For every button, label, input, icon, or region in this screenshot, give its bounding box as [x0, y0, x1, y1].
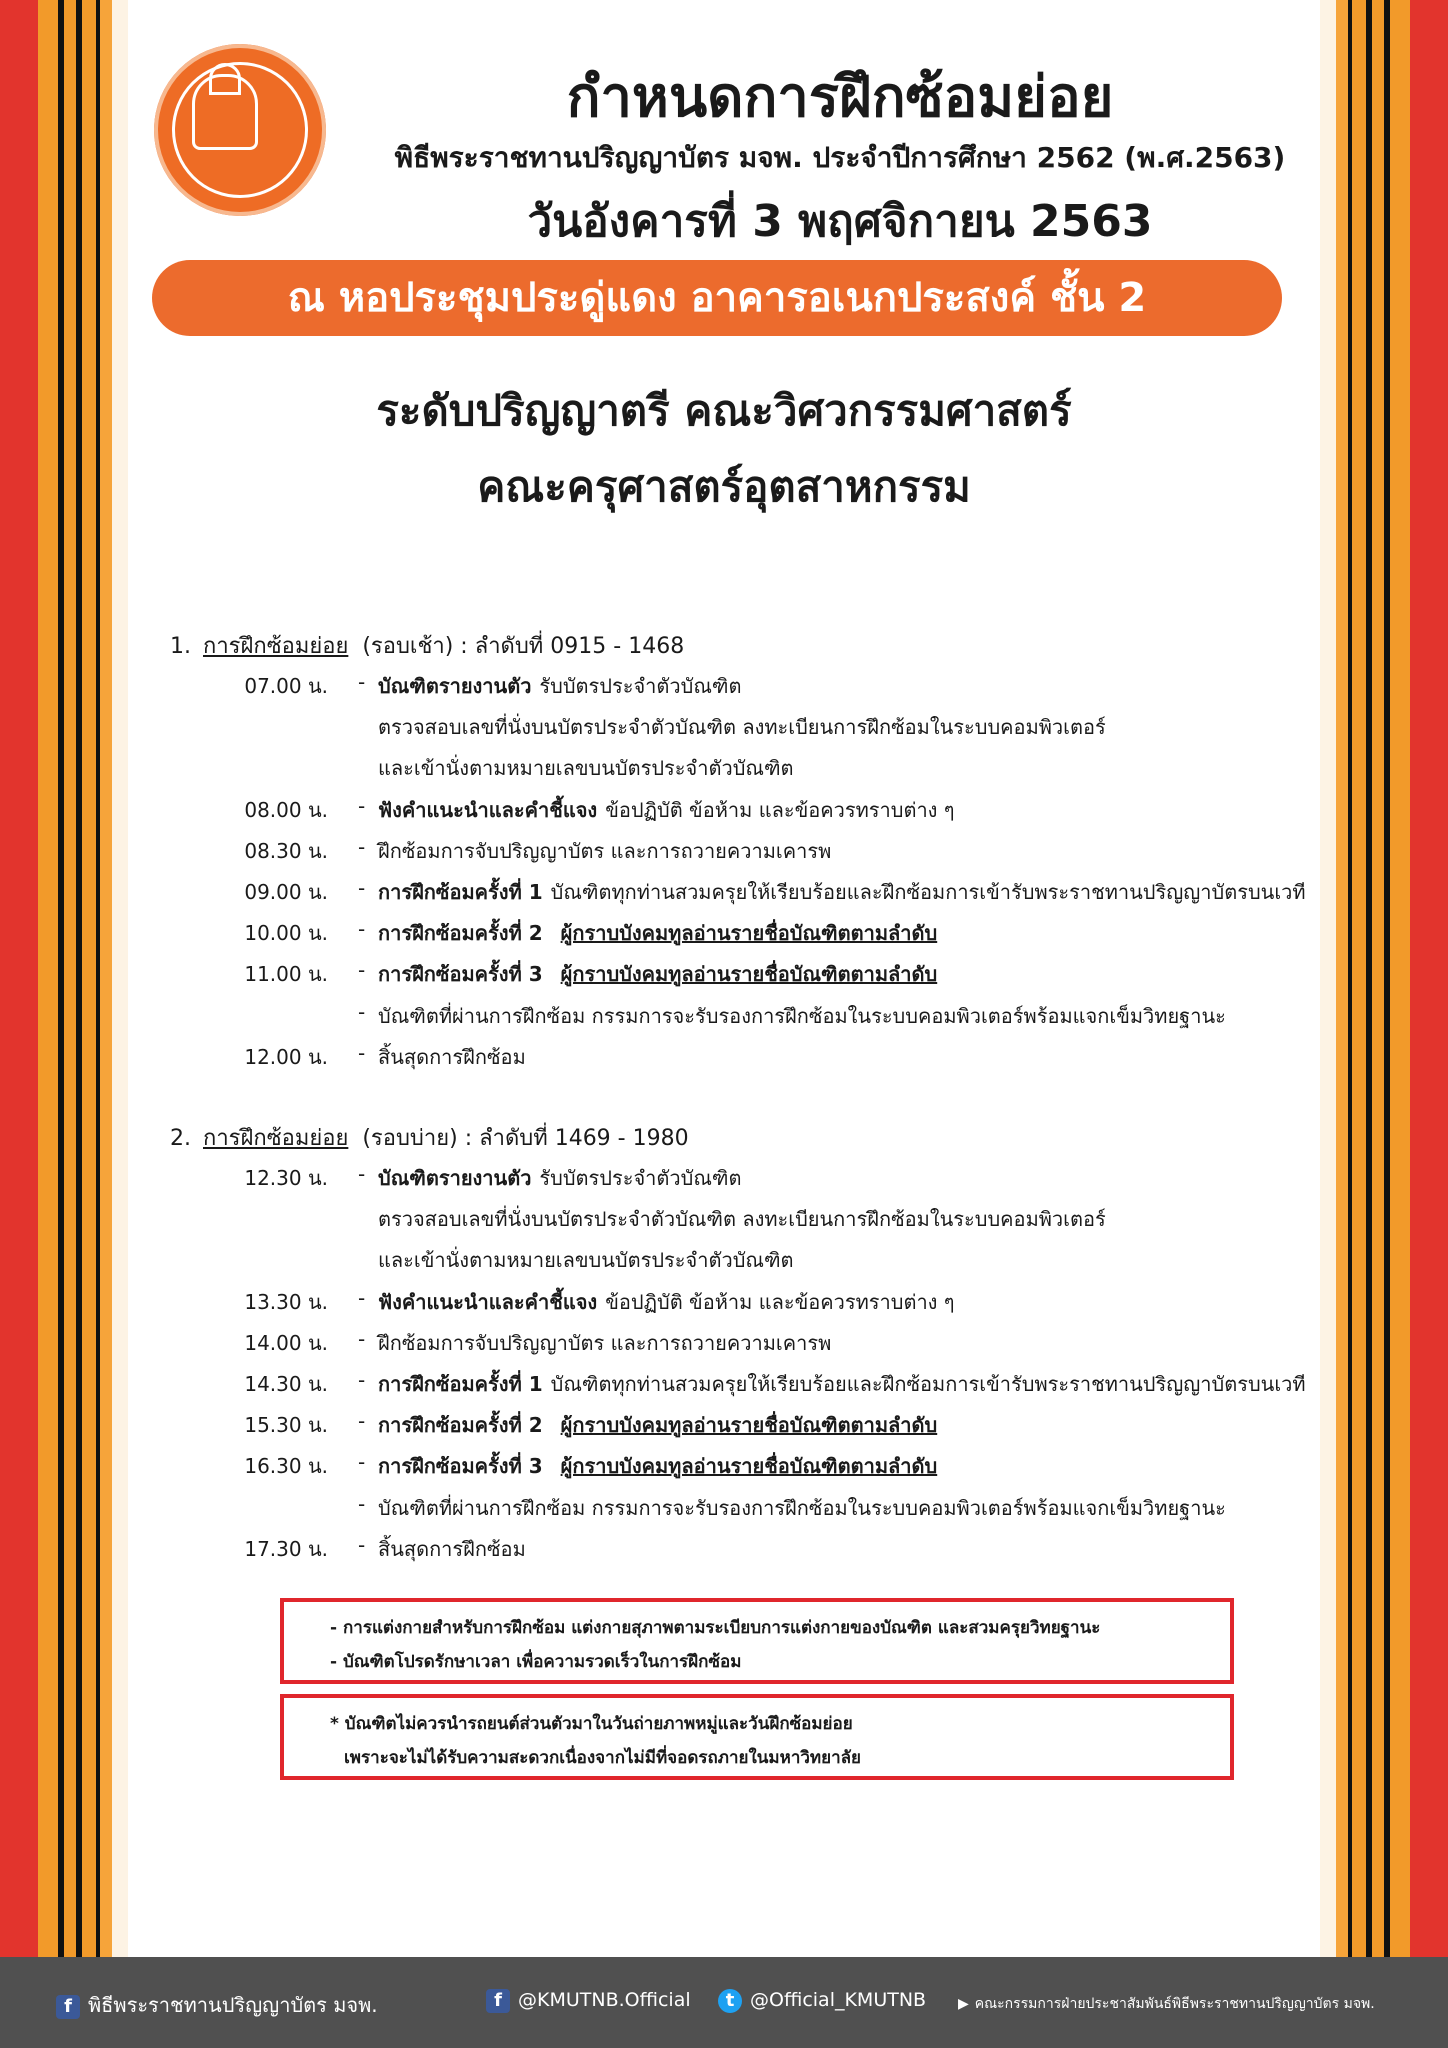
degree-level-line2: คณะครุศาสตร์อุตสาหกรรม	[477, 462, 971, 511]
schedule-detail: รับบัตรประจำตัวบัณฑิต	[539, 674, 742, 698]
schedule-dash: -	[358, 1450, 366, 1475]
footer-bar	[0, 1957, 1448, 2048]
schedule-text	[378, 711, 1106, 743]
schedule-dash: -	[358, 999, 366, 1024]
schedule-detail: ฝึกซ้อมการจับปริญญาบัตร และการถวายความเคารพ	[378, 838, 832, 863]
schedule-text	[378, 1450, 937, 1482]
schedule-time: 10.00 น.	[244, 921, 328, 946]
schedule-row	[238, 958, 1288, 998]
attire-notes-box	[280, 1598, 1234, 1684]
schedule-row	[238, 917, 1288, 957]
schedule-bold-label: การฝึกซ้อมครั้งที่ 2	[378, 921, 543, 946]
schedule-detail: รับบัตรประจำตัวบัณฑิต	[539, 1166, 742, 1190]
note-item: เพราะจะไม่ได้รับความสะดวกเนื่องจากไม่มีที่จอดรถภายในมหาวิทยาลัย	[344, 1748, 862, 1768]
schedule-dash: -	[358, 876, 366, 900]
schedule-time: 15.30 น.	[244, 1413, 328, 1438]
university-seal-logo	[154, 44, 326, 216]
facebook-icon: f	[486, 1989, 510, 2013]
schedule-time: 09.00 น.	[244, 880, 328, 904]
schedule-row	[238, 1041, 1288, 1081]
schedule-text	[378, 1409, 937, 1441]
schedule-row	[238, 1450, 1288, 1490]
schedule-text	[378, 835, 831, 867]
schedule-text	[378, 1041, 526, 1073]
schedule-text	[378, 1286, 955, 1318]
seal-emblem-icon	[192, 74, 258, 150]
schedule-time: 12.00 น.	[244, 1044, 328, 1069]
schedule-dash: -	[358, 1532, 366, 1557]
schedule-text	[378, 794, 955, 826]
schedule-dash: -	[358, 793, 366, 818]
schedule-text	[378, 958, 937, 990]
footer-twitter[interactable]: t @Official_KMUTNB	[718, 1989, 926, 2013]
schedule-bold-label: การฝึกซ้อมครั้งที่ 3	[378, 962, 543, 987]
schedule-text	[378, 1492, 1226, 1524]
schedule-row	[238, 1533, 1288, 1573]
schedule-time: 07.00 น.	[244, 674, 328, 698]
facebook-icon: f	[56, 1995, 80, 2019]
schedule-bold-label: การฝึกซ้อมครั้งที่ 1	[378, 1372, 543, 1396]
venue-banner: ณ หอประชุมประดู่แดง อาคารอเนกประสงค์ ชั้น 2	[152, 260, 1282, 336]
twitter-icon: t	[718, 1989, 742, 2013]
ceremony-subtitle: พิธีพระราชทานปริญญาบัตร มจพ. ประจำปีการศึกษา 2562 (พ.ศ.2563)	[394, 141, 1286, 174]
play-arrow-icon: ▶	[958, 1996, 969, 2012]
schedule-time: 08.30 น.	[244, 838, 328, 863]
schedule-underlined: ผู้กราบบังคมทูลอ่านรายชื่อบัณฑิตตามลำดับ	[560, 962, 938, 987]
schedule-row	[238, 711, 1288, 751]
schedule-text	[378, 1000, 1226, 1032]
schedule-detail: ฝึกซ้อมการจับปริญญาบัตร และการถวายความเคารพ	[378, 1330, 832, 1355]
schedule-text	[378, 1162, 741, 1194]
schedule-row	[238, 752, 1288, 792]
note-item: - การแต่งกายสำหรับการฝึกซ้อม แต่งกายสุภาพตามระเบียบการแต่งกายของบัณฑิต และสวมครุยวิทยฐานะ	[330, 1618, 1101, 1638]
schedule-detail: และเข้านั่งตามหมายเลขบนบัตรประจำตัวบัณฑิต	[378, 756, 794, 781]
schedule-dash: -	[358, 917, 366, 942]
schedule-time: 17.30 น.	[244, 1536, 328, 1561]
schedule-time: 12.30 น.	[244, 1166, 328, 1190]
schedule-detail: ตรวจสอบเลขที่นั่งบนบัตรประจำตัวบัณฑิต ลงทะเบียนการฝึกซ้อมในระบบคอมพิวเตอร์	[378, 1207, 1106, 1232]
schedule-row	[238, 1409, 1288, 1449]
schedule-text	[378, 1368, 1306, 1400]
schedule-detail: บัณฑิตที่ผ่านการฝึกซ้อม กรรมการจะรับรองการฝึกซ้อมในระบบคอมพิวเตอร์พร้อมแจกเข็มวิทยฐานะ	[378, 1495, 1226, 1520]
schedule-dash: -	[358, 1368, 366, 1392]
schedule-time: 13.30 น.	[244, 1289, 328, 1314]
schedule-dash: -	[358, 1285, 366, 1310]
note-item: * บัณฑิตไม่ควรนำรถยนต์ส่วนตัวมาในวันถ่ายภาพหมู่และวันฝึกซ้อมย่อย	[330, 1714, 853, 1734]
schedule-detail: และเข้านั่งตามหมายเลขบนบัตรประจำตัวบัณฑิต	[378, 1248, 794, 1273]
schedule-dash: -	[358, 670, 366, 694]
schedule-row	[238, 1244, 1288, 1284]
schedule-row	[238, 1368, 1306, 1408]
section-heading: 2. การฝึกซ้อมย่อย (รอบบ่าย) : ลำดับที่ 1469 - 1980	[170, 1126, 689, 1151]
schedule-detail: บัณฑิตที่ผ่านการฝึกซ้อม กรรมการจะรับรองการฝึกซ้อมในระบบคอมพิวเตอร์พร้อมแจกเข็มวิทยฐานะ	[378, 1003, 1226, 1028]
schedule-text	[378, 670, 741, 702]
parking-notes-box	[280, 1694, 1234, 1780]
schedule-bold-label: ฟังคำแนะนำและคำชี้แจง	[378, 1289, 598, 1314]
decorative-border-left	[0, 0, 128, 1957]
schedule-bold-label: บัณฑิตรายงานตัว	[378, 1166, 532, 1190]
schedule-text	[378, 1327, 831, 1359]
schedule-dash: -	[358, 834, 366, 859]
schedule-underlined: ผู้กราบบังคมทูลอ่านรายชื่อบัณฑิตตามลำดับ	[560, 1413, 938, 1438]
schedule-detail: ข้อปฏิบัติ ข้อห้าม และข้อควรทราบต่าง ๆ	[605, 797, 955, 822]
footer-facebook-account[interactable]: f @KMUTNB.Official	[486, 1989, 691, 2013]
schedule-bold-label: การฝึกซ้อมครั้งที่ 3	[378, 1454, 543, 1479]
schedule-row	[238, 835, 1288, 875]
schedule-time: 16.30 น.	[244, 1454, 328, 1479]
schedule-dash: -	[358, 1409, 366, 1434]
event-date: วันอังคารที่ 3 พฤศจิกายน 2563	[527, 196, 1153, 247]
schedule-underlined: ผู้กราบบังคมทูลอ่านรายชื่อบัณฑิตตามลำดับ	[560, 921, 938, 946]
footer-facebook-page[interactable]: f พิธีพระราชทานปริญญาบัตร มจพ.	[56, 1989, 378, 2021]
schedule-row	[238, 1327, 1288, 1367]
schedule-row	[238, 1162, 1288, 1202]
schedule-time: 14.30 น.	[244, 1372, 328, 1396]
note-item: - บัณฑิตโปรดรักษาเวลา เพื่อความรวดเร็วในการฝึกซ้อม	[330, 1652, 742, 1672]
schedule-text	[378, 1203, 1106, 1235]
schedule-dash: -	[358, 958, 366, 983]
section-heading: 1. การฝึกซ้อมย่อย (รอบเช้า) : ลำดับที่ 0915 - 1468	[170, 634, 685, 659]
schedule-text	[378, 752, 794, 784]
schedule-row	[238, 670, 1288, 710]
schedule-time: 08.00 น.	[244, 797, 328, 822]
schedule-row	[238, 1492, 1288, 1532]
schedule-row	[238, 876, 1306, 916]
schedule-dash: -	[358, 1040, 366, 1065]
schedule-text	[378, 1533, 526, 1565]
schedule-row	[238, 1000, 1288, 1040]
page-title: กำหนดการฝึกซ้อมย่อย	[566, 65, 1114, 130]
schedule-bold-label: ฟังคำแนะนำและคำชี้แจง	[378, 797, 598, 822]
schedule-time: 11.00 น.	[244, 962, 328, 987]
schedule-bold-label: การฝึกซ้อมครั้งที่ 2	[378, 1413, 543, 1438]
schedule-detail: บัณฑิตทุกท่านสวมครุยให้เรียบร้อยและฝึกซ้อมการเข้ารับพระราชทานปริญญาบัตรบนเวที	[550, 1372, 1306, 1396]
schedule-detail: บัณฑิตทุกท่านสวมครุยให้เรียบร้อยและฝึกซ้อมการเข้ารับพระราชทานปริญญาบัตรบนเวที	[550, 880, 1306, 904]
schedule-row	[238, 1286, 1288, 1326]
schedule-detail: สิ้นสุดการฝึกซ้อม	[378, 1044, 526, 1069]
schedule-detail: สิ้นสุดการฝึกซ้อม	[378, 1536, 526, 1561]
schedule-underlined: ผู้กราบบังคมทูลอ่านรายชื่อบัณฑิตตามลำดับ	[560, 1454, 938, 1479]
schedule-time: 14.00 น.	[244, 1330, 328, 1355]
schedule-text	[378, 1244, 794, 1276]
schedule-dash: -	[358, 1491, 366, 1516]
schedule-row	[238, 1203, 1288, 1243]
schedule-text	[378, 917, 937, 949]
footer-committee: ▶ คณะกรรมการฝ่ายประชาสัมพันธ์พิธีพระราชทานปริญญาบัตร มจพ.	[958, 1996, 1375, 2012]
schedule-bold-label: การฝึกซ้อมครั้งที่ 1	[378, 880, 543, 904]
schedule-detail: ตรวจสอบเลขที่นั่งบนบัตรประจำตัวบัณฑิต ลงทะเบียนการฝึกซ้อมในระบบคอมพิวเตอร์	[378, 715, 1106, 740]
decorative-border-right	[1320, 0, 1448, 1957]
schedule-dash: -	[358, 1162, 366, 1186]
schedule-text	[378, 876, 1306, 908]
schedule-row	[238, 794, 1288, 834]
schedule-detail: ข้อปฏิบัติ ข้อห้าม และข้อควรทราบต่าง ๆ	[605, 1289, 955, 1314]
schedule-dash: -	[358, 1326, 366, 1351]
degree-level-line1: ระดับปริญญาตรี คณะวิศวกรรมศาสตร์	[376, 386, 1072, 435]
schedule-bold-label: บัณฑิตรายงานตัว	[378, 674, 532, 698]
